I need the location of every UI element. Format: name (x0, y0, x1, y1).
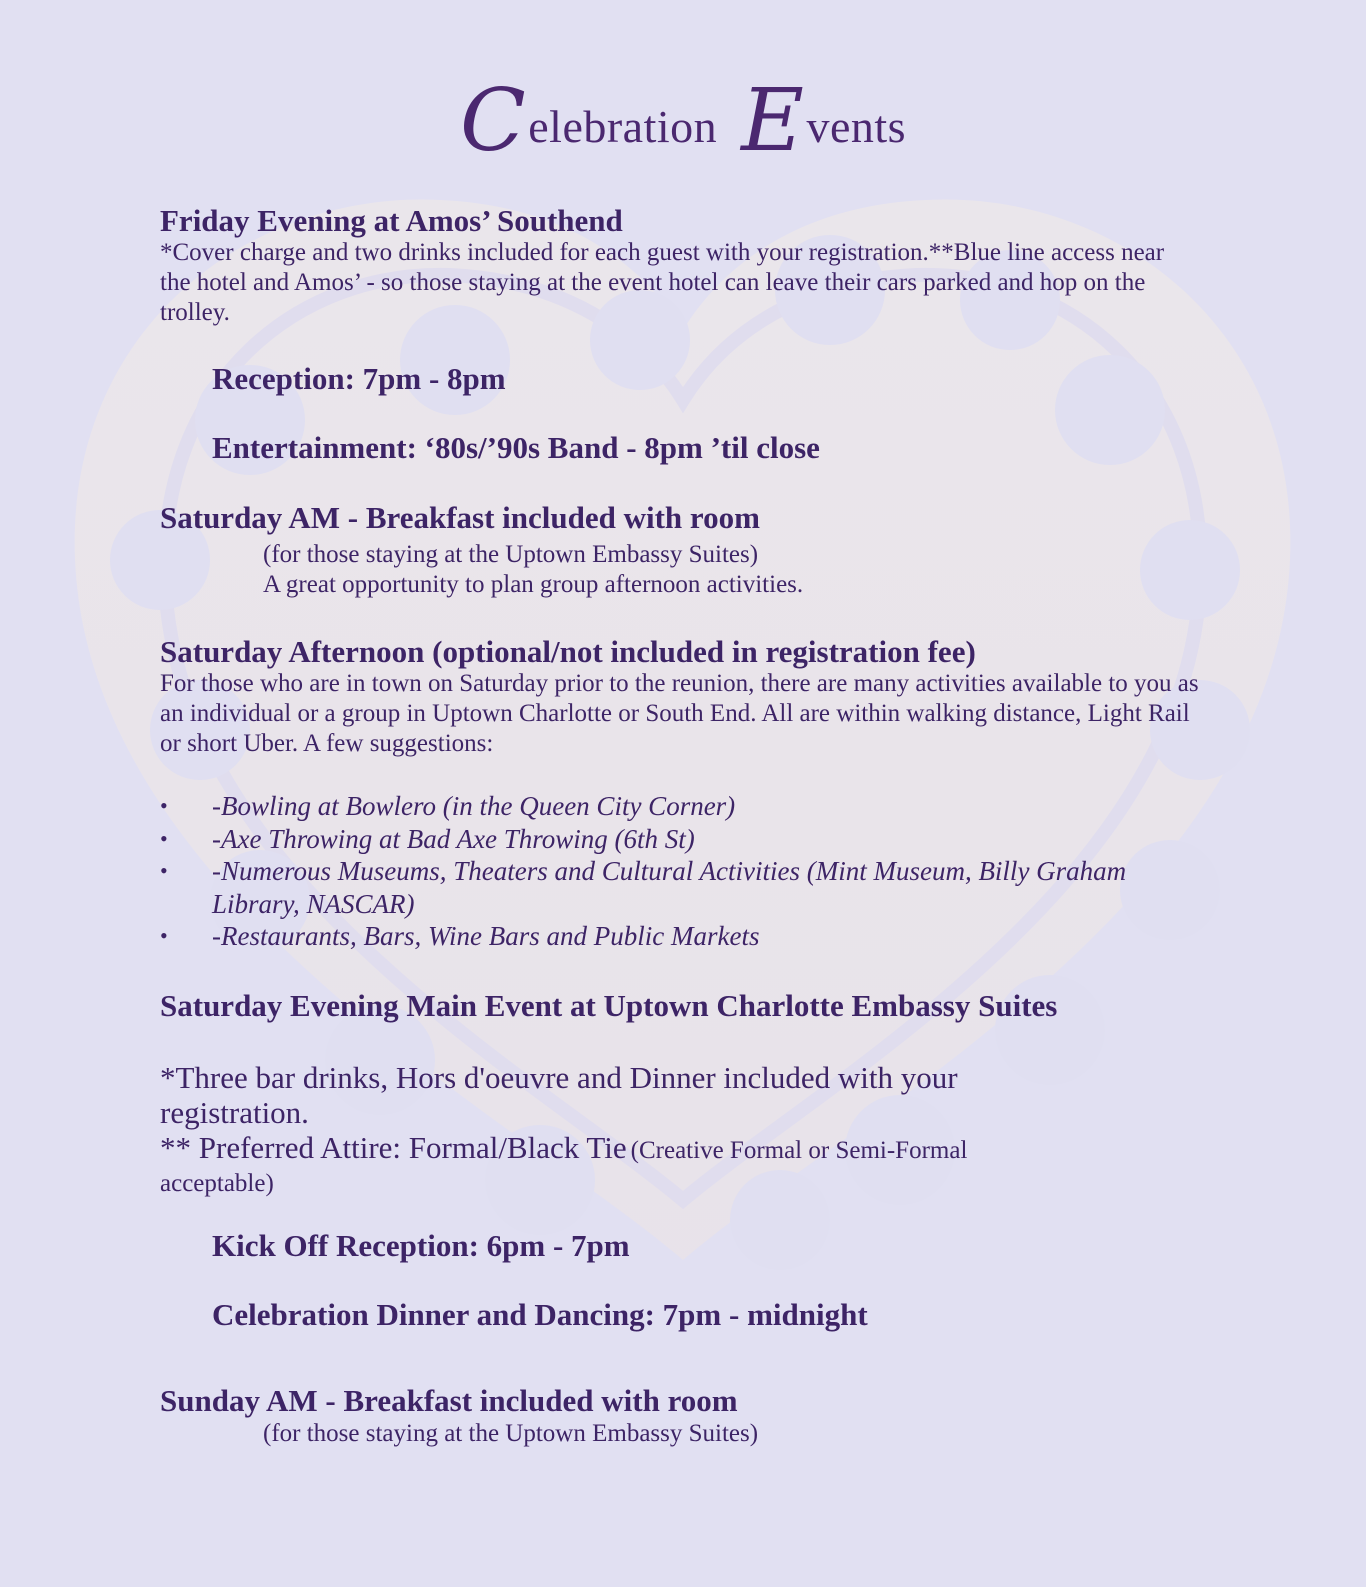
saturday-dinner: Celebration Dinner and Dancing: 7pm - midnight (212, 1297, 868, 1332)
title-word-1: elebration (528, 101, 718, 152)
list-item (160, 823, 1160, 856)
saturday-afternoon-description: For those who are in town on Saturday prior to the reunion, there are many activities available to you as an individual or a group in Uptown Charlotte or South End. All are within walking distance, Light Rail or short Uber. A few suggestions: (160, 670, 1199, 757)
suggestion-text: -Restaurants, Bars, Wine Bars and Public Markets (212, 921, 760, 951)
sunday-am-note: (for those staying at the Uptown Embassy Suites) (263, 1420, 759, 1447)
suggestion-text: -Bowling at Bowlero (in the Queen City Corner) (212, 791, 736, 821)
saturday-evening-attire (160, 1130, 1080, 1202)
page-title (0, 71, 1366, 171)
saturday-afternoon-heading: Saturday Afternoon (optional/not included in registration fee) (160, 634, 976, 669)
bullet-icon: • (160, 793, 168, 818)
friday-description: *Cover charge and two drinks included for each guest with your registration.**Blue line access near the hotel and Amos’ - so those staying at the event hotel can leave their cars parked and hop on the trolley. (160, 239, 1165, 326)
attire-note: (Creative Formal or Semi-Formal acceptable) (160, 1137, 968, 1197)
saturday-am-heading: Saturday AM - Breakfast included with room (160, 500, 760, 535)
title-word-2: vents (806, 101, 907, 152)
list-item (160, 855, 1160, 920)
saturday-evening-included: *Three bar drinks, Hors d'oeuvre and Dinner included with your registration. (160, 1060, 958, 1130)
list-item (160, 920, 1160, 953)
saturday-kickoff: Kick Off Reception: 6pm - 7pm (212, 1228, 630, 1263)
friday-reception: Reception: 7pm - 8pm (212, 361, 506, 396)
suggestion-text: -Axe Throwing at Bad Axe Throwing (6th St) (212, 823, 695, 854)
list-item (160, 790, 1160, 823)
saturday-evening-heading: Saturday Evening Main Event at Uptown Charlotte Embassy Suites (160, 988, 1058, 1023)
sunday-am-heading: Sunday AM - Breakfast included with room (160, 1383, 738, 1418)
bullet-icon: • (160, 858, 168, 883)
attire-main: ** Preferred Attire: Formal/Black Tie (160, 1130, 627, 1165)
saturday-am-note: (for those staying at the Uptown Embassy Suites) (263, 541, 759, 568)
title-initial-e: E (741, 71, 805, 171)
bullet-icon: • (160, 923, 168, 948)
friday-entertainment: Entertainment: ‘80s/’90s Band - 8pm ’til close (212, 430, 820, 465)
suggestions-list (160, 790, 1160, 953)
title-initial-c: C (459, 71, 527, 171)
bullet-icon: • (160, 825, 168, 851)
friday-heading: Friday Evening at Amos’ Southend (160, 203, 623, 238)
saturday-am-tip: A great opportunity to plan group afternoon activities. (263, 571, 804, 598)
suggestion-text: -Numerous Museums, Theaters and Cultural Activities (Mint Museum, Billy Graham Library, NASCAR) (212, 856, 1127, 919)
